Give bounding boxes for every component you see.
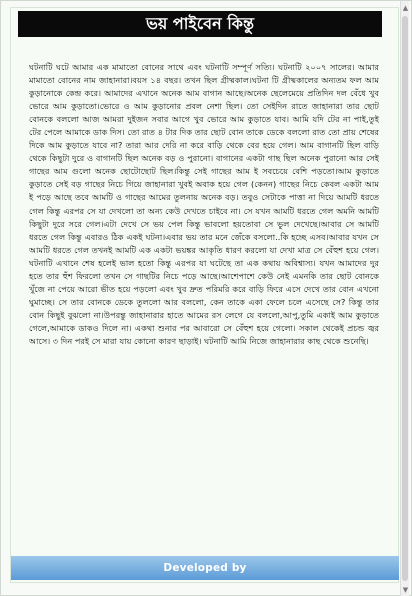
scroll-down-arrow-icon[interactable]: ▼ [402, 585, 409, 594]
developed-by-label: Developed by [163, 562, 247, 574]
page-title-bar [18, 11, 382, 37]
vertical-scrollbar[interactable] [400, 1, 409, 596]
scrollbar-thumb[interactable] [402, 16, 408, 581]
page-title: ভয় পাইবেন কিন্তু [146, 13, 254, 33]
developed-by-button[interactable] [11, 556, 399, 580]
scroll-up-arrow-icon[interactable]: ▲ [402, 3, 409, 12]
story-text: ঘটনাটি ঘটে আমার এক মামাতো বোনের সাথে এবং ঘটনাটি সম্পূর্ণ সত্যি। ঘটনাটি ২০০৭ সালের। আমার মামাতো বোনের নাম জাহানারা।বয়স ১৪ বছর। তখন ছিল গ্রীষ্মকাল।ঘটনা টি গ্রীষ্মকালের অন্যতম ফল আম কুড়ানোকে কেন্দ্র করে। আমাদের এখানে অনেক আম বাগান আছে।অনেক ছেলেমেয়ে প্রতিদিন দল বেঁধে খুব ভোরে আম কুড়াতো।ভোরে ও আম কুড়ানোর প্রবল নেশা ছিল। তো সেইদিন রাতে জাহানারা তার ছোট বোনকে বললো আজ আমরা দুইজন সবার আগে খুব ভোরে আম কুড়াতে যাব। আমি যদি টের না পাই,তুই টের পেলে আমাকে ডাক দিস। তো রাত ৪ টার দিক তার ছোট বোন তাকে ডেকে বললো রাত তো প্রায় শেষের দিকে আম কুড়াতে যাবে না? তারা আর দেরি না করে বাড়ি থেকে বের হয়ে গেল। আম বাগানটি ছিল বাড়ি থেকে কিছুটা দুরে ও বাগানটি ছিল অনেক বড় ও পুরানো। বাগানের একটা গাছ ছিল অনেক পুরানো আর সেই গাছের আম গুলো অনেক ছোটোছোট ছিল।কিন্তু সেই গাছের আম ই সবচেয়ে বেশি পড়তো।আম কুড়াতে কুড়াতে সেই বড় গাছের নিচে গিয়ে জাহানারা খুবই অবাক হয়ে গেল (কেনন) গাছের নিচে কেবল একটা আম ই পড়ে আছে তবে আমটি ও গাছের আমের তুলনায় অনেক বড়। তবুও সেটাকে পাত্তা না দিয়ে আমটি ধরতে গেল কিন্তু এরপর সে যা দেখলো তা অন্য কেউ দেখতে চাইবে না। সে যখন আমটি ধরতে গেল অমনি আমটি কিছুটা দুরে সরে গেল।এটা দেখে সে ভয় পেল কিন্তু ভাবলো হয়তোবা সে ভুল দেখেছে।আবার সে আমটি ধরতে গেল কিন্তু এবারও ঠিক একই ঘটনা।এবার ভয় তার মনে জেঁকে বসলো..কি হচ্ছে এসব।আবার যখন সে আমটি ধরতে গেল তখনই আমটি এক একটা ভয়ঙ্কর আকৃতি ধারণ করলো যা দেখা মাত্র সে বেঁহুশ হয়ে গেল। ঘটনাটি এখানে শেষ হলেই ভাল হতো কিন্তু এরপর যা ঘটেছে তা এক কথায় অবিশ্বাস্য। যখন আমাদের দুর হতে তার হুঁশ ফিরলো তখন সে গাছটির নিচে পড়ে আছে।আশেপাশে কেউ নেই এমনকি তার ছোট বোনকে খুঁজে না পেয়ে আরো ভীত হয়ে পড়লো এবং খুব দ্রুত পরিমরি করে বাড়ি ফিরে এসে দেখে তার বোন এখনো ঘুমাচ্ছে। সে তার বোনকে ডেকে তুললো আর বললো, কেন তাকে একা ফেলে চলে এসেছে সে? কিন্তু তার বোন কিছুই বুঝলো না।উপরন্তু জাহানারার হাতে আমের রস লেগে যে বললো,আপু,তুমি একাই আম কুড়াতে গেলে,আমাকে ডাকও দিলে না। একথা শুনার পর আবারো সে বেঁহুশ হয়ে গেলো। সকাল থেকেই প্রচন্ড জ্বর আসে। ৩ দিন পরই সে মারা যায় কোনো কারণ ছাড়াই। ঘটনাটি আমি নিজে জাহানারার কাছ থেকে শুনেছি। [29, 62, 379, 346]
